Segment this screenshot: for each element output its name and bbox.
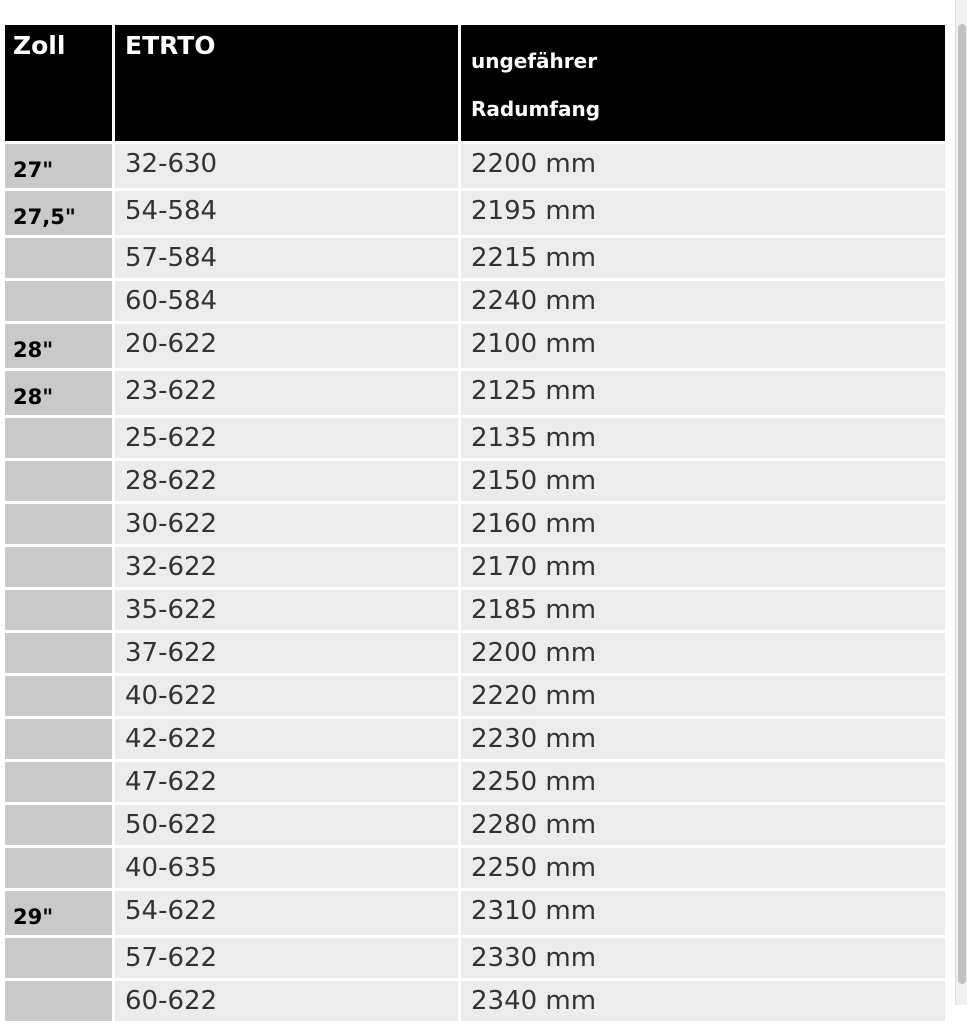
etrto-cell: 54-584	[115, 191, 458, 235]
tire-size-table	[2, 22, 948, 1024]
radumfang-cell: 2240 mm	[461, 281, 945, 321]
table-body	[5, 144, 945, 1021]
header-radumfang-line1: ungefährer	[471, 49, 598, 73]
radumfang-cell: 2330 mm	[461, 938, 945, 978]
table-row	[5, 719, 945, 759]
etrto-cell: 20-622	[115, 324, 458, 368]
table-row	[5, 805, 945, 845]
table-row	[5, 590, 945, 630]
radumfang-cell: 2160 mm	[461, 504, 945, 544]
zoll-cell	[5, 981, 112, 1021]
table-header	[5, 25, 945, 141]
radumfang-cell: 2280 mm	[461, 805, 945, 845]
table-row	[5, 633, 945, 673]
scrollbar-thumb[interactable]	[958, 24, 966, 984]
zoll-cell: 28"	[5, 371, 112, 415]
zoll-cell	[5, 281, 112, 321]
etrto-cell: 57-622	[115, 938, 458, 978]
radumfang-cell: 2195 mm	[461, 191, 945, 235]
zoll-cell: 27,5"	[5, 191, 112, 235]
header-etrto: ETRTO	[115, 25, 458, 141]
etrto-cell: 57-584	[115, 238, 458, 278]
radumfang-cell: 2150 mm	[461, 461, 945, 501]
table-row	[5, 938, 945, 978]
table-row	[5, 547, 945, 587]
etrto-cell: 28-622	[115, 461, 458, 501]
table-row	[5, 762, 945, 802]
radumfang-cell: 2200 mm	[461, 633, 945, 673]
zoll-cell: 27"	[5, 144, 112, 188]
zoll-cell	[5, 504, 112, 544]
zoll-cell: 28"	[5, 324, 112, 368]
radumfang-cell: 2340 mm	[461, 981, 945, 1021]
table-row	[5, 461, 945, 501]
radumfang-cell: 2230 mm	[461, 719, 945, 759]
header-row	[5, 25, 945, 141]
zoll-cell	[5, 805, 112, 845]
etrto-cell: 23-622	[115, 371, 458, 415]
table-row	[5, 891, 945, 935]
zoll-cell	[5, 418, 112, 458]
scrollbar[interactable]	[955, 0, 967, 1005]
etrto-cell: 50-622	[115, 805, 458, 845]
radumfang-cell: 2200 mm	[461, 144, 945, 188]
table-row	[5, 238, 945, 278]
header-radumfang-line2: Radumfang	[471, 97, 601, 121]
table-row	[5, 144, 945, 188]
etrto-cell: 25-622	[115, 418, 458, 458]
etrto-cell: 30-622	[115, 504, 458, 544]
radumfang-cell: 2250 mm	[461, 762, 945, 802]
etrto-cell: 40-622	[115, 676, 458, 716]
radumfang-cell: 2250 mm	[461, 848, 945, 888]
header-zoll: Zoll	[5, 25, 112, 141]
radumfang-cell: 2100 mm	[461, 324, 945, 368]
zoll-cell	[5, 762, 112, 802]
etrto-cell: 32-622	[115, 547, 458, 587]
zoll-cell	[5, 633, 112, 673]
table-row	[5, 504, 945, 544]
etrto-cell: 42-622	[115, 719, 458, 759]
etrto-cell: 40-635	[115, 848, 458, 888]
etrto-cell: 37-622	[115, 633, 458, 673]
radumfang-cell: 2135 mm	[461, 418, 945, 458]
table-row	[5, 371, 945, 415]
zoll-cell	[5, 848, 112, 888]
etrto-cell: 54-622	[115, 891, 458, 935]
etrto-cell: 60-584	[115, 281, 458, 321]
radumfang-cell: 2185 mm	[461, 590, 945, 630]
zoll-cell	[5, 238, 112, 278]
radumfang-cell: 2220 mm	[461, 676, 945, 716]
radumfang-cell: 2310 mm	[461, 891, 945, 935]
radumfang-cell: 2215 mm	[461, 238, 945, 278]
zoll-cell	[5, 590, 112, 630]
zoll-cell: 29"	[5, 891, 112, 935]
table-row	[5, 848, 945, 888]
etrto-cell: 32-630	[115, 144, 458, 188]
etrto-cell: 60-622	[115, 981, 458, 1021]
table-row	[5, 281, 945, 321]
zoll-cell	[5, 938, 112, 978]
etrto-cell: 47-622	[115, 762, 458, 802]
table-row	[5, 981, 945, 1021]
zoll-cell	[5, 547, 112, 587]
table-row	[5, 324, 945, 368]
radumfang-cell: 2125 mm	[461, 371, 945, 415]
table-row	[5, 676, 945, 716]
etrto-cell: 35-622	[115, 590, 458, 630]
zoll-cell	[5, 719, 112, 759]
table-row	[5, 191, 945, 235]
zoll-cell	[5, 676, 112, 716]
table-row	[5, 418, 945, 458]
radumfang-cell: 2170 mm	[461, 547, 945, 587]
header-radumfang	[461, 25, 945, 141]
zoll-cell	[5, 461, 112, 501]
